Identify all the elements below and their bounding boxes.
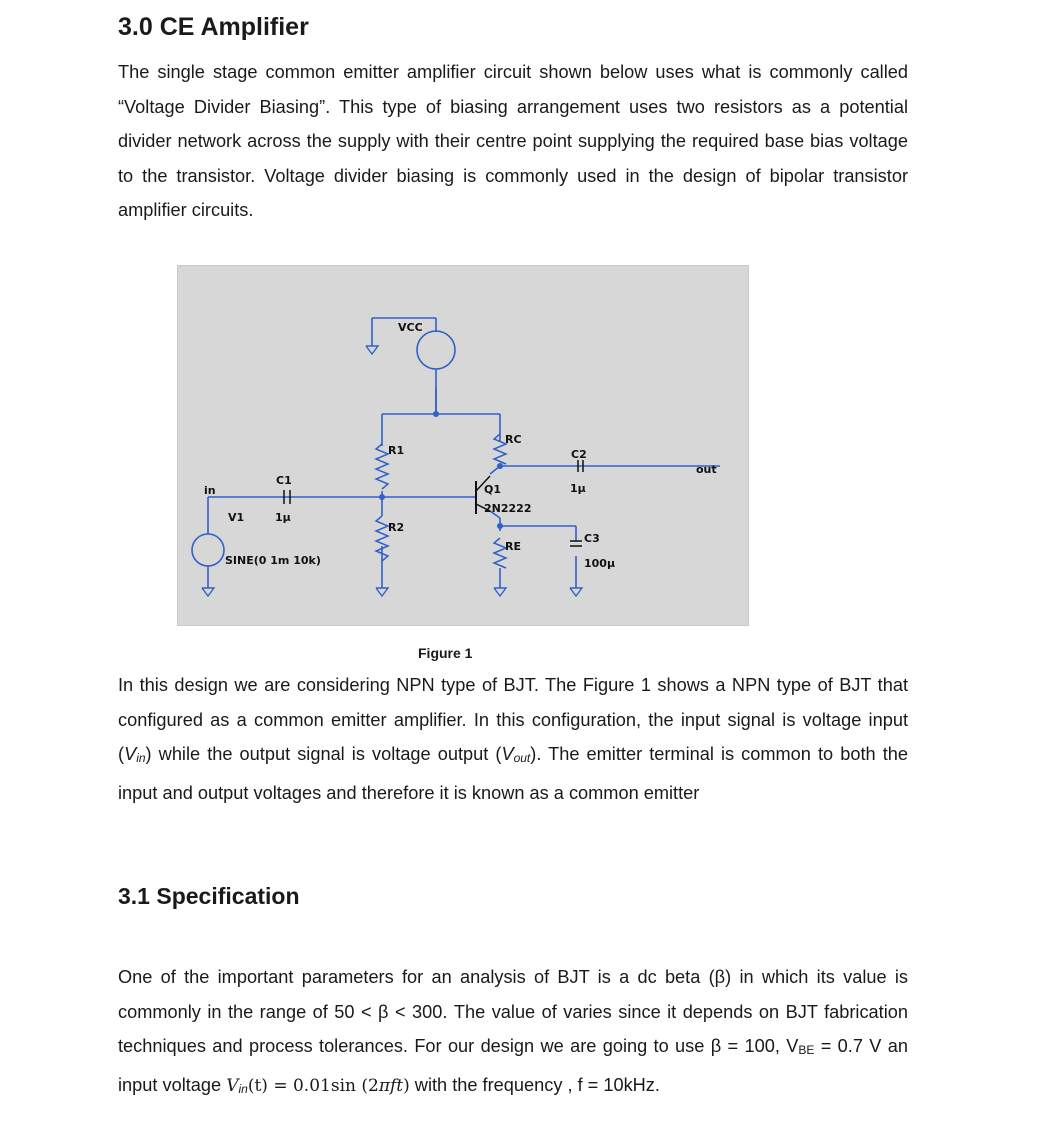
c2-label: C2 <box>571 448 587 461</box>
vcc-source-symbol <box>417 331 455 369</box>
q1-model-label: 2N2222 <box>484 502 532 515</box>
bjt-description-paragraph <box>118 668 908 810</box>
section-heading-specification: 3.1 Specification <box>118 883 300 909</box>
re-label: RE <box>505 540 521 553</box>
c2-value: 1µ <box>570 482 586 495</box>
math-pi-f-t: πft <box>378 1075 404 1096</box>
v1-source-label: SINE(0 1m 10k) <box>225 554 321 567</box>
c3-value: 100µ <box>584 557 616 570</box>
q1-label: Q1 <box>484 483 502 496</box>
para2-text-2: ) while the output signal is voltage output ( <box>145 744 502 765</box>
math-v-subscript: in <box>238 1081 248 1096</box>
math-t: (t) <box>247 1075 268 1096</box>
out-label: out <box>696 463 717 476</box>
section-heading-ce-amplifier: 3.0 CE Amplifier <box>118 13 309 41</box>
circuit-schematic <box>178 266 750 627</box>
c3-label: C3 <box>584 532 600 545</box>
vout-subscript: out <box>513 751 531 766</box>
spec-text-1: One of the important parameters for an analysis of BJT is a dc beta (β) in which its value is commonly in the range of 50 < β < 300. The value of varies since it depends on BJT fabrication techniques and process tolerances. For our design we are going to use β = 100, V <box>118 967 908 1057</box>
c1-value: 1µ <box>275 511 291 524</box>
math-v: V <box>226 1075 239 1096</box>
spec-text-3: with the frequency , f = 10kHz. <box>409 1074 660 1095</box>
para2-text-1: In this design we are considering NPN type of BJT. The Figure 1 shows a NPN type of BJT that configured as a common emitter amplifier. In this configuration, the input signal is voltage input ( <box>118 675 908 765</box>
v1-label: V1 <box>228 511 245 524</box>
r2-label: R2 <box>388 521 405 534</box>
r1-label: R1 <box>388 444 405 457</box>
math-close-paren: ) <box>403 1075 410 1096</box>
circuit-figure <box>177 265 749 626</box>
v1-source-symbol <box>192 534 224 566</box>
vout-symbol: V <box>501 744 514 765</box>
c3-capacitor <box>570 541 582 546</box>
in-label: in <box>204 484 216 497</box>
c1-label: C1 <box>276 474 292 487</box>
specification-paragraph <box>118 960 908 1106</box>
r1-resistor <box>376 444 388 489</box>
vcc-label: VCC <box>398 321 423 334</box>
intro-paragraph: The single stage common emitter amplifier circuit shown below uses what is commonly called “Voltage Divider Biasing”. This type of biasing arrangement uses two resistors as a potential divider network across the supply with their centre point supplying the required base bias voltage to the transistor. Voltage divider biasing is commonly used in the design of bipolar transistor amplifier circuits. <box>118 62 908 221</box>
math-expression: = 0.01sin (2 <box>267 1075 379 1096</box>
vbe-subscript: BE <box>798 1043 815 1058</box>
rc-label: RC <box>505 433 522 446</box>
figure-caption: Figure 1 <box>418 645 473 661</box>
spec-text-2: = 0.7 V an input voltage <box>118 1036 908 1095</box>
r2-resistor <box>376 516 388 561</box>
vin-symbol: V <box>124 744 137 765</box>
vin-subscript: in <box>136 751 146 766</box>
para2-text-3: ). The emitter terminal is common to both the input and output voltages and therefore it is known as a common emitter <box>118 744 908 803</box>
